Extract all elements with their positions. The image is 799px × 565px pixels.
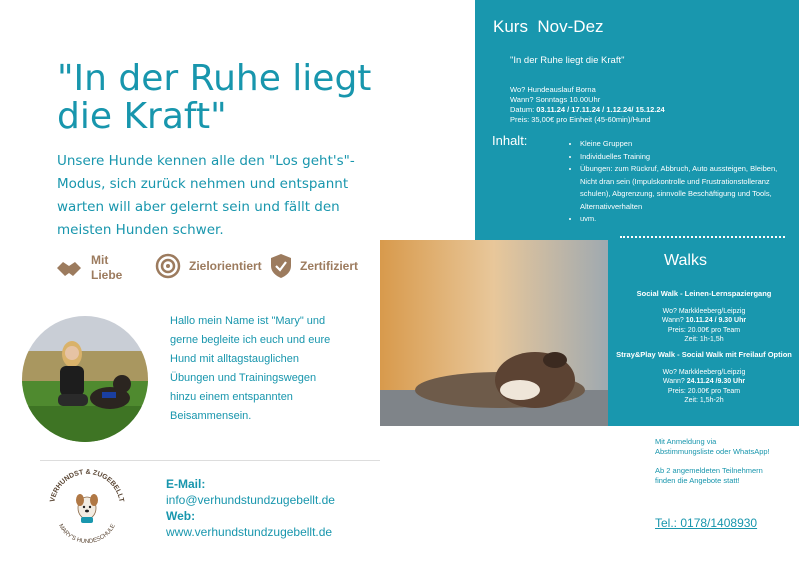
badge-label: Mit Liebe — [91, 253, 123, 282]
inhalt-label: Inhalt: — [492, 133, 528, 148]
web-link[interactable]: www.verhundstundzugebellt.de — [166, 525, 333, 539]
walk-title: Social Walk - Leinen-Lernspaziergang — [636, 289, 772, 298]
walk-strayplay — [612, 350, 796, 406]
about-text: Hallo mein Name ist "Mary" und gerne begleite ich euch und eure Hund mit alltagstauglichen Übungen und Trainingswegen hinzu einem entspannten Beisammensein. — [170, 315, 331, 422]
badge-label: Zielorientiert — [189, 258, 262, 273]
list-item: • uvm. — [580, 213, 795, 226]
divider — [40, 460, 380, 461]
phone-link[interactable]: Tel.: 0178/1408930 — [655, 516, 758, 530]
badge-goal — [155, 253, 262, 279]
course-details — [510, 85, 760, 125]
inhalt-list — [570, 138, 795, 226]
target-icon — [155, 253, 181, 279]
walk-when: Wann? 24.11.24 /9.30 Uhr — [662, 378, 746, 385]
walk-where: Wo? Markkleeberg/Leipzig — [662, 368, 746, 376]
walk-social — [612, 289, 796, 345]
handshake-icon — [55, 256, 83, 280]
web-label: Web: — [166, 509, 196, 523]
headline: "In der Ruhe liegt die Kraft" — [57, 58, 372, 137]
walk-price: Preis: 20.00€ pro Team — [667, 387, 741, 395]
list-item: • Individuelles Training — [580, 151, 795, 164]
email-label: E-Mail: — [166, 477, 206, 491]
minimum-text: Ab 2 angemeldeten Teilnehmern finden die Angebote statt! — [655, 466, 763, 485]
trainer-photo — [22, 316, 148, 442]
course-title: Kurs Nov-Dez — [493, 17, 604, 36]
course-where: Wo? Hundeauslauf Borna — [510, 85, 596, 94]
walk-time: Zeit: 1,5h-2h — [684, 397, 724, 404]
list-item: • Kleine Gruppen — [580, 138, 795, 151]
svg-text:VERHUNDST & ZUGEBELLT: VERHUNDST & ZUGEBELLT — [49, 468, 125, 503]
badge-love — [55, 253, 131, 283]
walk-title: Stray&Play Walk - Social Walk mit Freilauf Option — [616, 350, 792, 359]
dog-photo — [380, 240, 608, 426]
course-when: Wann? Sonntags 10.00Uhr — [510, 95, 601, 104]
shield-check-icon — [270, 253, 292, 279]
email-link[interactable]: info@verhundstundzugebellt.de — [166, 493, 335, 507]
dotted-divider — [620, 236, 785, 238]
course-subtitle: "In der Ruhe liegt die Kraft" — [510, 55, 625, 66]
walk-when: Wann? 10.11.24 / 9.30 Uhr — [661, 317, 747, 324]
intro-text: Unsere Hunde kennen alle den "Los geht's"-Modus, sich zurück nehmen und entspannt warten will aber gelernt sein und fällt den meisten Hunden schwer. — [57, 153, 355, 238]
badge-label: Zertifiziert — [300, 258, 359, 273]
walk-price: Preis: 20.00€ pro Team — [667, 326, 741, 334]
badge-certified — [270, 253, 358, 279]
svg-text:MARY'S HUNDESCHULE: MARY'S HUNDESCHULE — [57, 523, 117, 545]
school-logo — [44, 464, 130, 550]
signup-text: Mit Anmeldung via Abstimmungsliste oder WhatsApp! — [655, 437, 770, 456]
signup-note — [655, 437, 775, 485]
walk-time: Zeit: 1h-1,5h — [684, 336, 724, 343]
course-dates: Datum: 03.11.24 / 17.11.24 / 1.12.24/ 15.12.24 — [510, 105, 665, 114]
list-item: • Übungen: zum Rückruf, Abbruch, Auto aussteigen, Bleiben, Nicht dran sein (Impulskontrolle und Frustrationstolleranz schulen), Abgrenzung, sinnvolle Beschäftigung und Tools, Alternativverhalten — [580, 163, 795, 213]
walk-where: Wo? Markkleeberg/Leipzig — [662, 307, 746, 315]
course-price: Preis: 35,00€ pro Einheit (45-60min)/Hund — [510, 115, 651, 124]
walks-title: Walks — [664, 252, 707, 269]
